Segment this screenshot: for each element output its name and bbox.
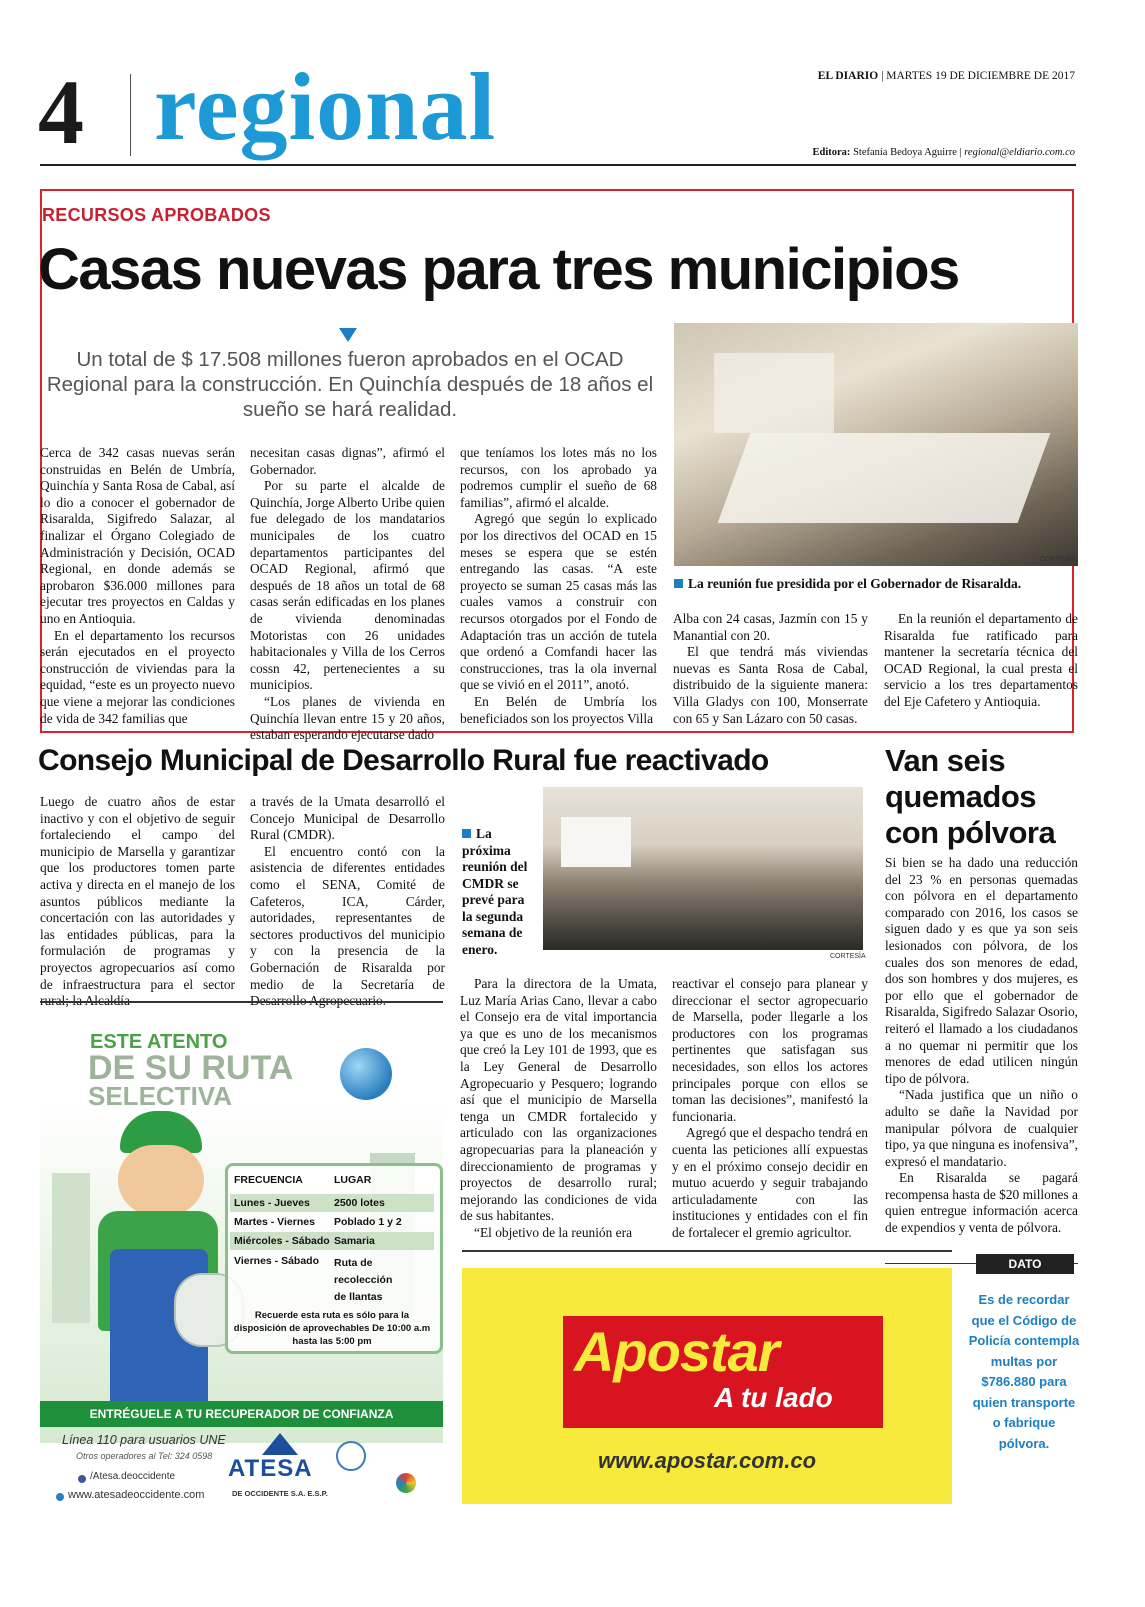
- apostar-brand: Apostar: [574, 1320, 779, 1383]
- consejo-photo-credit: CORTESÍA: [830, 953, 866, 960]
- lead-headline: Casas nuevas para tres municipios: [38, 237, 959, 302]
- section-title: regional: [154, 53, 497, 160]
- lead-col1-p2: En el departamento los recursos serán ejecutados en el proyecto construcción de viviendas para la equidad, “este es un proyecto nuevo que viene a mejorar las condiciones de vida de 342 familias que: [40, 627, 235, 726]
- lead-col4-p2: El que tendrá más viviendas nuevas es Santa Rosa de Cabal, distribuido de la siguiente manera: Villa Gladys con 100, Monserrate con 65 y San Lázaro con 50 casas.: [673, 644, 868, 726]
- mascot-face-icon: [118, 1145, 204, 1215]
- atesa-brand: ATESA: [228, 1455, 313, 1482]
- polvora-p3: En Risaralda se pagará recompensa hasta de $20 millones a quien entregue información acerca de expendios y venta de pólvora.: [885, 1170, 1078, 1236]
- row2-place: Poblado 1 y 2: [334, 1216, 402, 1228]
- lead-summary: Un total de $ 17.508 millones fueron aprobados en el OCAD Regional para la construcción. En Quinchía después de 18 años el sueño se hará realidad.: [46, 348, 654, 421]
- atesa-web[interactable]: www.atesadeoccidente.com: [68, 1489, 205, 1501]
- lead-photo-credit: CORTESÍA: [1040, 556, 1076, 563]
- consejo-photo: [543, 787, 863, 950]
- summary-marker-icon: [339, 328, 357, 342]
- lead-col1-p1: Cerca de 342 casas nuevas serán construidas en Belén de Umbría, Quinchía y Santa Rosa de Cabal, así lo dio a conocer el gobernador de Risaralda, Sigifredo Salazar, al finalizar el Órgano Colegiado de Administración y Decisión, OCAD Regional, en donde además se aprobaron $36.000 millones para ejecutar tres proyectos en Caldas y uno en Antioquia.: [40, 445, 235, 626]
- sponsor-seal-icon: [336, 1441, 366, 1471]
- editor-email[interactable]: regional@eldiario.com.co: [964, 147, 1075, 158]
- dato-label: DATO: [976, 1254, 1074, 1274]
- consejo-col4-p1: reactivar el consejo para planear y direccionar el sector agropecuario de Marsella, poder llegarle a los productores con los programas pertinentes que satisfagan sus necesidades, son ellos los actores principales porque con ellos se toman las decisiones”, manifestó la funcionaria.: [672, 976, 868, 1124]
- photo-screen: [561, 817, 631, 867]
- dateline-sep: |: [881, 70, 887, 82]
- consejo-rule-right: [462, 1250, 952, 1252]
- row4-place: Ruta de recolección de llantas: [334, 1257, 393, 1303]
- apostar-ad[interactable]: [462, 1268, 952, 1504]
- editor-name: Stefanía Bedoya Aguirre: [853, 147, 957, 158]
- consejo-side-caption: [462, 826, 534, 958]
- schedule-note: Recuerde esta ruta es sólo para la disposición de aprovechables De 10:00 a.m hasta las 5:00 pm: [233, 1310, 431, 1347]
- row1-place: 2500 lotes: [334, 1197, 385, 1209]
- atesa-headline-1: ESTE ATENTO: [90, 1031, 228, 1053]
- header-divider: [130, 74, 131, 156]
- dato-text: Es de recordar que el Código de Policía contempla multas por $786.880 para quien transporte o fabrique pólvora.: [968, 1292, 1080, 1451]
- row1-days: Lunes - Jueves: [234, 1197, 310, 1209]
- caption-square-icon: [674, 579, 683, 588]
- row3-place: Samaria: [334, 1235, 375, 1247]
- row3-days: Miércoles - Sábado: [234, 1235, 330, 1247]
- consejo-col-1: [40, 794, 235, 1010]
- freq-header: FRECUENCIA: [234, 1174, 303, 1186]
- lead-col3-p1: que teníamos los lotes más no los recursos, con los aprobado ya podremos cumplir el sueño de 68 familias”, afirmó el alcalde.: [460, 445, 657, 510]
- lead-photo: [674, 323, 1078, 566]
- consejo-col1-p1: Luego de cuatro años de estar inactivo y con el objetivo de seguir fortaleciendo el campo del municipio de Marsella y garantizar que los productores tomen parte activa y directa en el manejo de los asuntos públicos mediante la concertación con las autoridades y las entidades públicas, para la formulación de programas y proyectos agropecuarios así como de infraestructura para el sector: [40, 794, 235, 992]
- photo-window: [714, 353, 834, 433]
- atesa-headline-3: SELECTIVA: [88, 1081, 232, 1111]
- editor-line: Editora: Stefanía Bedoya Aguirre | regional@eldiario.com.co: [812, 147, 1075, 158]
- web-globe-icon: [56, 1493, 64, 1501]
- atesa-facebook[interactable]: /Atesa.deoccidente: [90, 1471, 176, 1482]
- consejo-col-3: [460, 976, 657, 1242]
- issue-date: MARTES 19 DE DICIEMBRE DE 2017: [886, 70, 1075, 82]
- atesa-brand-sub: DE OCCIDENTE S.A. E.S.P.: [232, 1489, 328, 1498]
- atesa-headline-2: DE SU RUTA: [88, 1049, 294, 1087]
- atesa-logo-icon: [262, 1433, 298, 1455]
- consejo-col3-p1: Para la directora de la Umata, Luz María Arias Cano, llevar a cabo el Consejo era de vital importancia ya que es uno de los mecanismos que creó la Ley 101 de 1993, que es la Ley General de Desarrollo Agropecuario y Pesquero; logrando así que el municipio de Marsella tenga un CMDR fortalecido y articulado con las organizaciones agropecuarias para la planeación y direccionamiento de programas y proyectos de desarrollo rural; mejorando las condiciones de vida de sus habitantes.: [460, 976, 657, 1224]
- consejo-col-2: [250, 794, 445, 1010]
- editor-label: Editora:: [812, 147, 851, 158]
- masthead-dateline: [818, 70, 1075, 82]
- atesa-banner: ENTRÉGUELE A TU RECUPERADOR DE CONFIANZA: [40, 1401, 443, 1427]
- lead-col2-p3: “Los planes de vivienda en Quinchía llevan entre 15 y 20 años, estaban esperando ejecutarse dado: [250, 693, 445, 743]
- sponsor-logo-icon: [396, 1473, 416, 1493]
- polvora-headline: Van seis quemados con pólvora: [885, 743, 1056, 850]
- side-caption-text: La próxima reunión del CMDR se prevé para la segunda semana de enero.: [462, 826, 528, 957]
- lead-col-5: [884, 611, 1078, 711]
- polvora-p2: “Nada justifica que un niño o adulto se dañe la Navidad por manipular pólvora de cualquier tipo, ya que ninguna es inofensiva”, expresó el mandatario.: [885, 1087, 1078, 1169]
- lead-photo-caption: [674, 576, 1021, 592]
- lead-col2-p1: necesitan casas dignas”, afirmó el Gobernador.: [250, 445, 445, 477]
- lead-kicker: RECURSOS APROBADOS: [42, 205, 271, 225]
- header-rule: [40, 164, 1076, 166]
- consejo-col4-p2: Agregó que el despacho tendrá en cuenta las peticiones allí expuestas y en el próximo consejo decidir en mutuo acuerdo y seguir trabajando articuladamente con las instituciones y entidades con el fin de fortalecer el gremio agricultor.: [672, 1125, 868, 1240]
- row4-days: Viernes - Sábado: [234, 1255, 320, 1267]
- facebook-icon: [78, 1475, 86, 1483]
- lead-col-3: [460, 445, 657, 727]
- side-caption-square-icon: [462, 829, 471, 838]
- page-number: 4: [38, 61, 84, 163]
- photo-table: [718, 433, 1051, 523]
- polvora-body: [885, 855, 1078, 1237]
- consejo-col-4: [672, 976, 868, 1242]
- lead-col5-p1: En la reunión el departamento de Risaralda fue ratificado para mantener la secretaría técnica del OCAD Regional, la cual presta el servicio a los tres departamentos del Eje Cafetero y Antioquia.: [884, 611, 1078, 709]
- consejo-col2-p1: a través de la Umata desarrolló el Concejo Municipal de Desarrollo Rural (CMDR).: [250, 794, 445, 843]
- atesa-other-ops: Otros operadores al Tel: 324 0598: [76, 1451, 213, 1461]
- lead-col-1: [40, 445, 235, 727]
- consejo-headline: Consejo Municipal de Desarrollo Rural fue reactivado: [38, 744, 769, 777]
- polvora-p1: Si bien se ha dado una reducción del 23 % en personas quemadas con pólvora en el departamento comparado con 2016, los casos se siguen dado y es que ya son seis lesionados con pólvora, de los cuales dos son menores de edad, dos son hombres y dos mujeres, es por ello que el gobernador de Risaralda, Sigifredo Salazar Osorio, reiteró el llamado a los ciudadanos a no quemar ni permitir que los menores de edad utilicen ningún tipo de pólvora.: [885, 855, 1078, 1086]
- atesa-line-une: Línea 110 para usuarios UNE: [62, 1433, 226, 1447]
- apostar-url[interactable]: www.apostar.com.co: [597, 1448, 817, 1473]
- row2-days: Martes - Viernes: [234, 1216, 315, 1228]
- consejo-col2-p2: El encuentro contó con la asistencia de diferentes entidades como el SENA, Comité de Cafeteros, ICA, Cárder, autoridades, representantes de sectores productivos del municipio y con la presencia de la Gobernación de Risaralda por medio de la Secretaría de: [250, 843, 445, 992]
- atesa-schedule: [225, 1163, 443, 1354]
- atesa-building-2: [52, 1173, 90, 1323]
- lead-col-4: [673, 611, 868, 727]
- place-header: LUGAR: [334, 1174, 372, 1186]
- lead-col2-p2: Por su parte el alcalde de Quinchía, Jorge Alberto Uribe quien fue delegado de los mandatarios municipales de los cuatro departamentos participantes del OCAD Regional, afirmó que después de 18 años un total de 68 casas serán edificadas en los planes de vivienda denominadas Motoristas con 26 unidades habitacionales y Villa de los Cerros cossn 42, pertenecientes a su municipios.: [250, 478, 445, 693]
- apostar-tagline: A tu lado: [714, 1382, 833, 1413]
- atesa-ad[interactable]: [40, 1023, 443, 1519]
- caption-text: La reunión fue presidida por el Gobernador de Risaralda.: [688, 576, 1022, 591]
- earth-globe-icon: [340, 1048, 392, 1100]
- paper-name: EL DIARIO: [817, 70, 879, 82]
- consejo-col3-p2: “El objetivo de la reunión era: [474, 1224, 633, 1240]
- lead-col3-p3: En Belén de Umbría los beneficiados son los proyectos Villa: [460, 693, 657, 726]
- lead-col3-p2: Agregó que según lo explicado por los directivos del OCAD en 15 meses se espera que se estén entregando las casas. “A este proyecto se suman 25 casas más las cuales vamos a construir con recursos otorgados por el Fondo de Adaptación tras un acción de tutela que ordenó a Comfandi hacer las construcciones, tras la ola invernal que se vivió en el 2011”, anotó.: [460, 511, 657, 693]
- consejo-rule-left: [40, 1001, 443, 1003]
- lead-col-2: [250, 445, 445, 744]
- lead-col4-p1: Alba con 24 casas, Jazmín con 15 y Manantial con 20.: [673, 611, 868, 643]
